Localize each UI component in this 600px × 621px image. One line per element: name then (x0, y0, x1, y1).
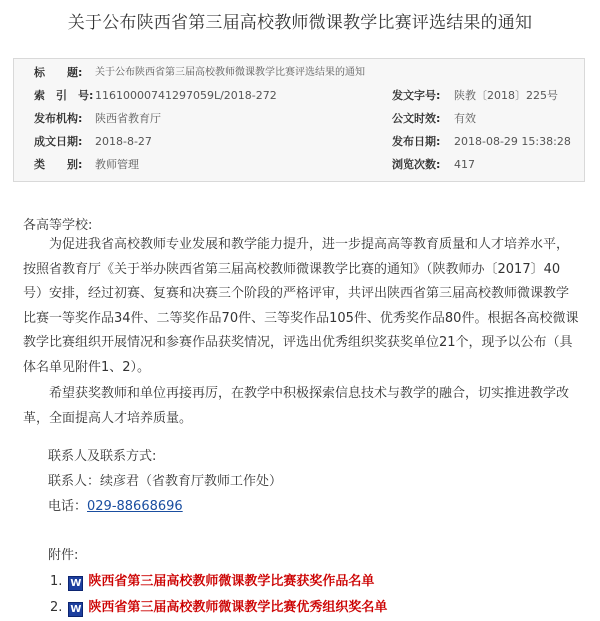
meta-views-label: 浏览次数: (392, 158, 441, 171)
word-document-icon: W (70, 578, 82, 589)
contact-heading: 联系人及联系方式: (48, 449, 157, 464)
meta-index-label: 索 引 号: (34, 89, 94, 102)
phone-link[interactable]: 029-88668696 (87, 499, 183, 514)
meta-category-label: 类 别: (34, 158, 83, 171)
meta-views-value: 417 (454, 158, 475, 171)
attachment-name: 陕西省第三届高校教师微课教学比赛获奖作品名单 (88, 574, 375, 589)
document-metadata-panel (13, 58, 585, 182)
attachment-name: 陕西省第三届高校教师微课教学比赛优秀组织奖名单 (88, 600, 388, 615)
attachment-number: 1. (50, 574, 63, 589)
meta-created-value: 2018-8-27 (95, 135, 152, 148)
meta-row-index (14, 85, 584, 107)
meta-row-dates (14, 131, 584, 153)
attachment-number: 2. (50, 600, 63, 615)
meta-issuer-label: 发布机构: (34, 112, 83, 125)
meta-row-issuer (14, 108, 584, 130)
meta-published-value: 2018-08-29 15:38:28 (454, 135, 571, 148)
meta-row-category (14, 154, 584, 176)
meta-valid-value: 有效 (454, 112, 476, 125)
meta-index-value: 11610000741297059L/2018-272 (95, 89, 277, 102)
meta-title-value: 关于公布陕西省第三届高校教师微课教学比赛评选结果的通知 (95, 67, 365, 78)
attachment-link-2[interactable] (50, 596, 387, 617)
paragraph-1: 为促进我省高校教师专业发展和教学能力提升，进一步提高高等教育质量和人才培养水平，按照省教育厅《关于举办陕西省第三届高校教师微课教学比赛的通知》（陕教师办〔2017〕40号）安排，经过初赛、复赛和决赛三个阶段的严格评审，共评出陕西省第三届高校教师微课教学比赛一等奖作品34件、二等奖作品70件、三等奖作品105件、优秀奖作品80件。根据各高校微课教学比赛组织开展情况和参赛作品获奖情况，评选出优秀组织奖获奖单位21个，现予以公布（具体名单见附件1、2）。 (23, 237, 579, 375)
meta-valid-label: 公文时效: (392, 112, 441, 125)
meta-doc-no-label: 发文字号: (392, 89, 441, 102)
meta-category-value: 教师管理 (95, 158, 139, 171)
greeting: 各高等学校: (23, 218, 93, 233)
meta-issuer-value: 陕西省教育厅 (95, 112, 161, 125)
meta-published-label: 发布日期: (392, 135, 441, 148)
meta-doc-no-value: 陕教〔2018〕225号 (454, 89, 558, 102)
word-document-icon: W (70, 604, 82, 615)
attachments-label: 附件: (48, 548, 79, 563)
paragraph-2: 希望获奖教师和单位再接再厉，在教学中积极探索信息技术与教学的融合，切实推进教学改革，全面提高人才培养质量。 (23, 386, 570, 426)
meta-row-title (14, 62, 584, 84)
contact-person: 联系人：续彦君（省教育厅教师工作处） (48, 474, 283, 489)
page-title: 关于公布陕西省第三届高校教师微课教学比赛评选结果的通知 (67, 13, 533, 33)
meta-title-label: 标 题: (34, 66, 83, 79)
contact-phone-line (48, 495, 183, 514)
meta-created-label: 成文日期: (34, 135, 83, 148)
phone-label: 电话： (48, 499, 88, 514)
attachment-link-1[interactable] (50, 570, 374, 591)
